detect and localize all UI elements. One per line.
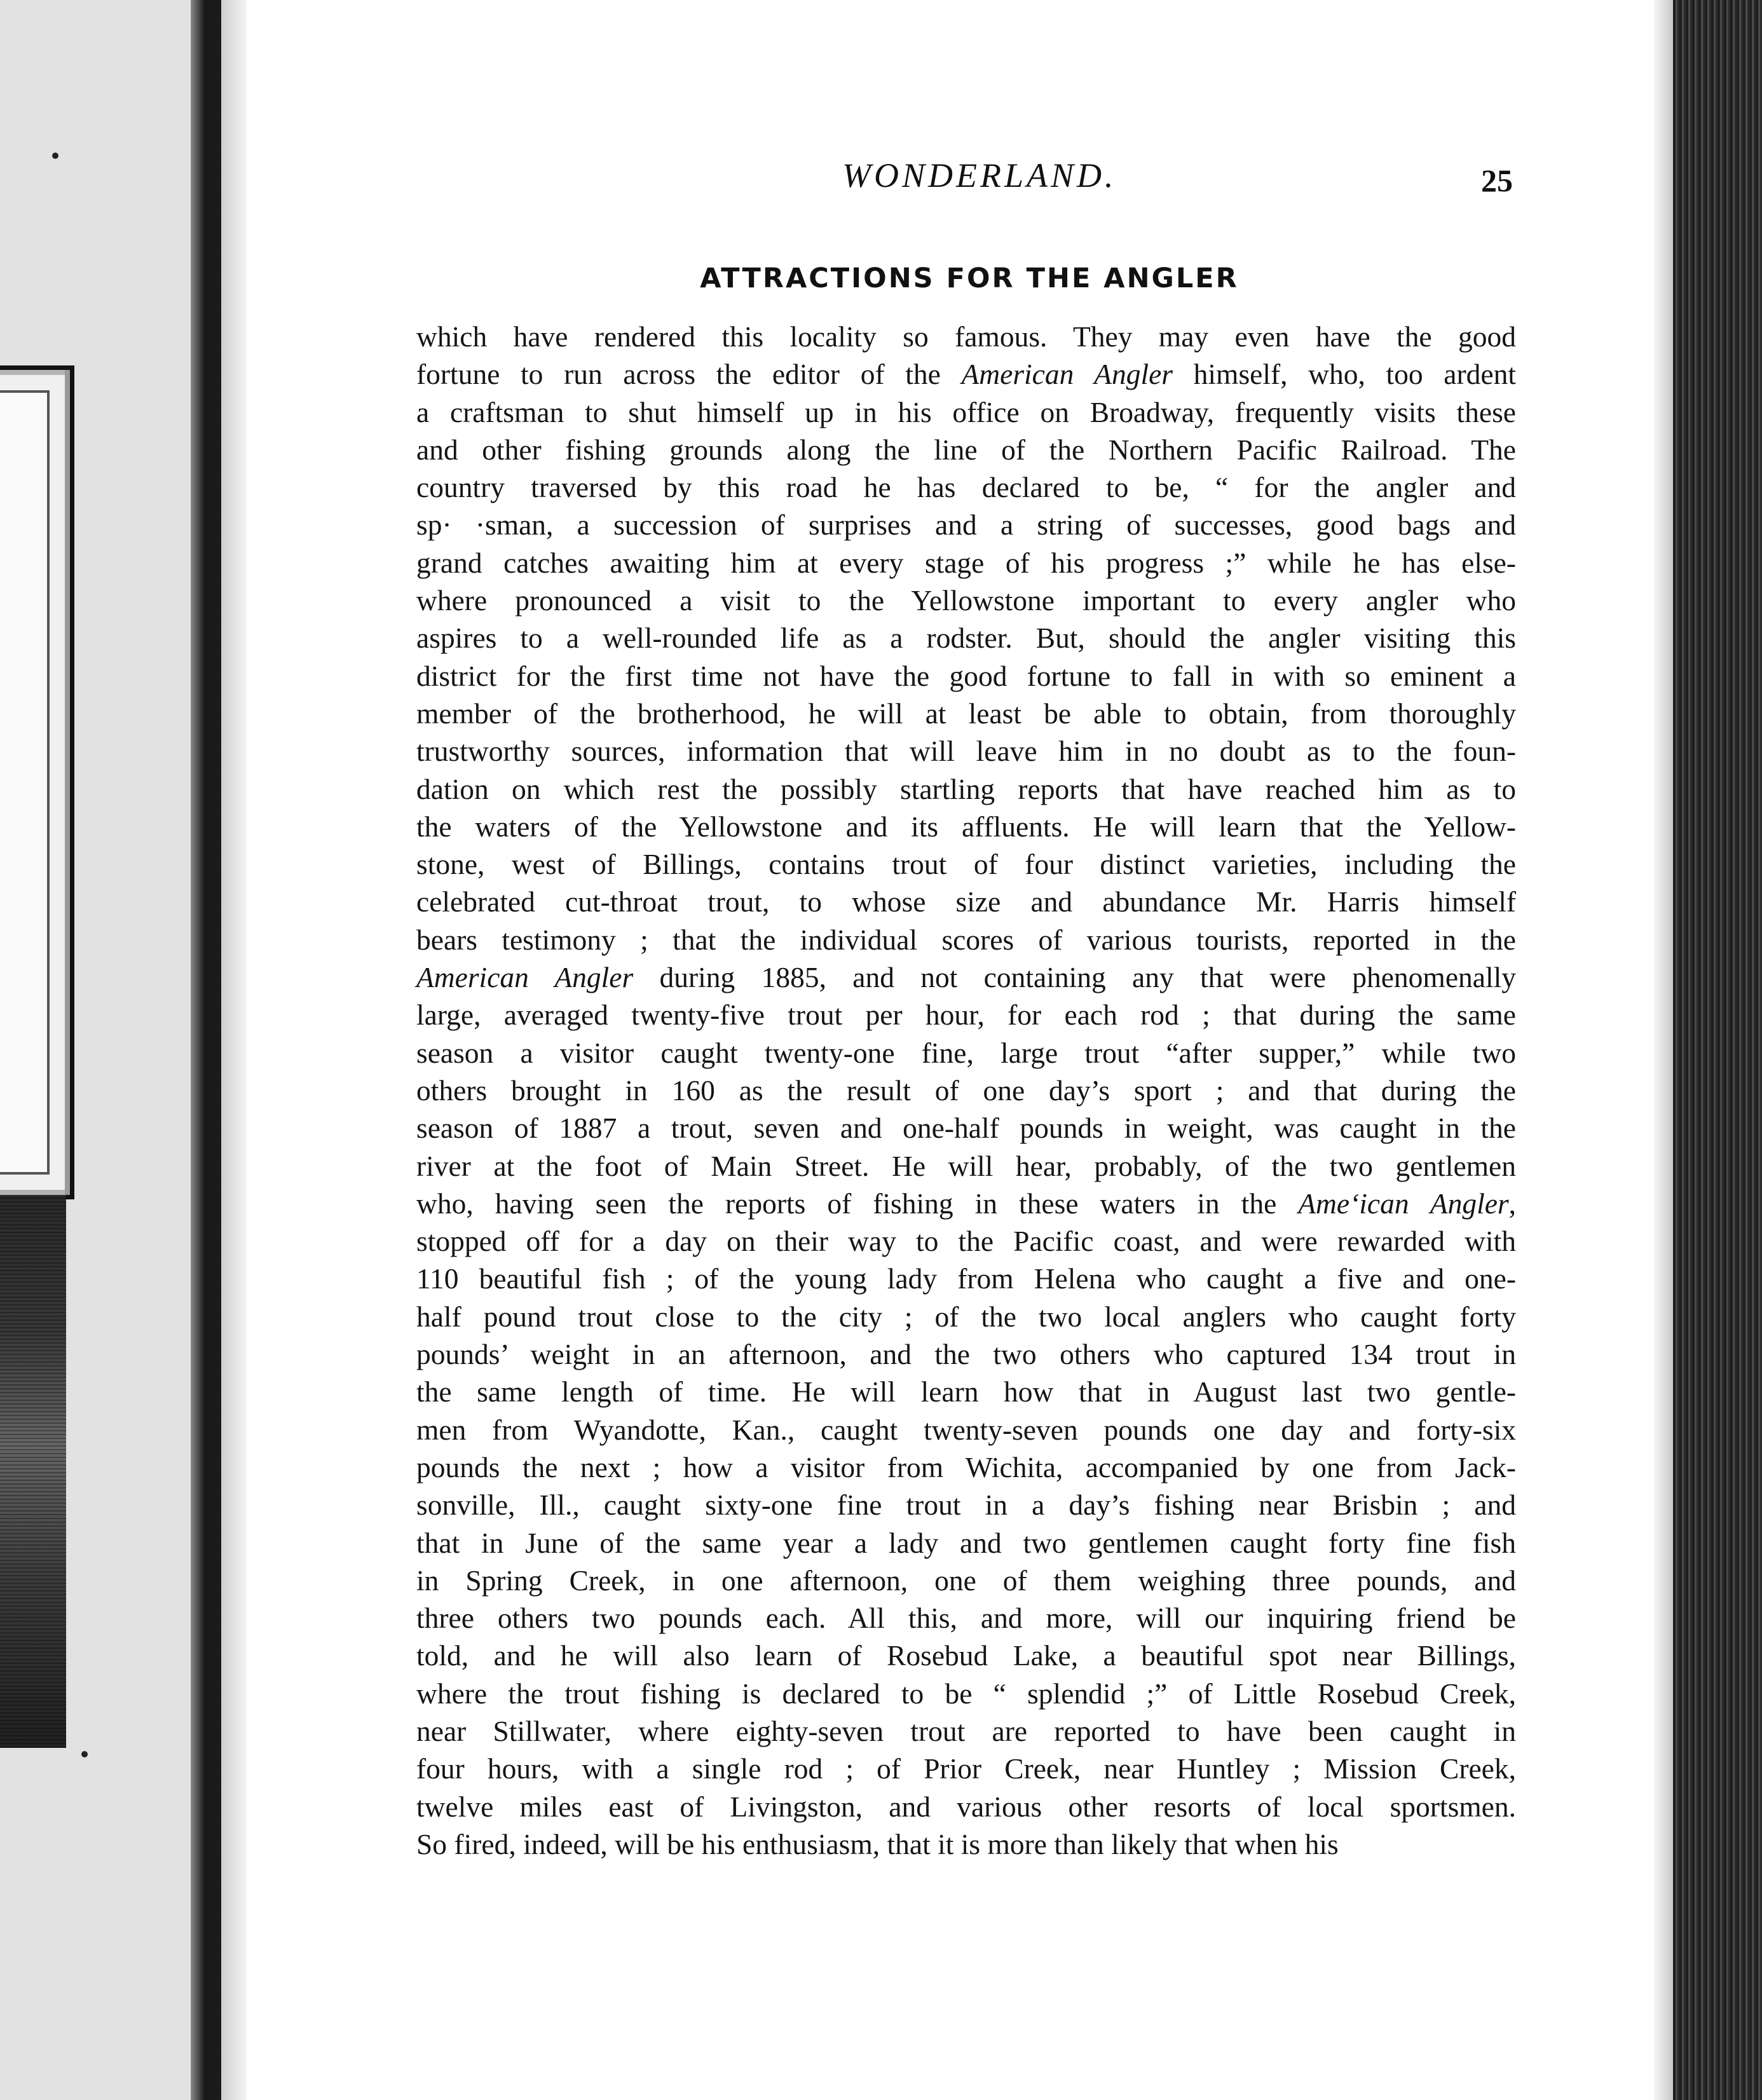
- illustration-frame-inner: [0, 390, 50, 1175]
- text-line: [416, 1222, 1516, 1260]
- text-line: [416, 1185, 1516, 1222]
- text-run: near Stillwater, where eighty-seven trout are reported to have been caught in: [416, 1714, 1516, 1747]
- text-line: [416, 657, 1516, 695]
- text-run: 110 beautiful fish ; of the young lady from Helena who caught a five and one-: [416, 1262, 1516, 1295]
- text-run: that in June of the same year a lady and two gentlemen caught forty fine fish: [416, 1526, 1516, 1559]
- text-run: large, averaged twenty-five trout per hour, for each rod ; that during the same: [416, 999, 1516, 1032]
- text-line: [416, 544, 1516, 582]
- text-line: [416, 996, 1516, 1033]
- text-line: [416, 1034, 1516, 1072]
- text-line: [416, 506, 1516, 543]
- book-gutter: [191, 0, 221, 2100]
- text-line: [416, 1449, 1516, 1486]
- text-line: [416, 1599, 1516, 1637]
- text-run: others brought in 160 as the result of one day’s sport ; and that during the: [416, 1074, 1516, 1107]
- text-line: [416, 958, 1516, 996]
- speck: [52, 153, 58, 159]
- text-line: [416, 318, 1516, 355]
- italic-title: American Angler: [416, 961, 634, 994]
- text-line: [416, 431, 1516, 468]
- text-line: [416, 770, 1516, 808]
- facing-page-fragment: [0, 0, 191, 2100]
- text-run: half pound trout close to the city ; of the two local anglers who caught forty: [416, 1300, 1516, 1333]
- text-run: four hours, with a single rod ; of Prior Creek, near Huntley ; Mission Creek,: [416, 1752, 1516, 1785]
- text-run: stone, west of Billings, contains trout of four distinct varieties, including the: [416, 848, 1516, 881]
- text-line: [416, 355, 1516, 393]
- text-run: So fired, indeed, will be his enthusiasm, that it is more than likely that when his: [416, 1827, 1339, 1860]
- text-line: [416, 1335, 1516, 1373]
- text-line: [416, 1298, 1516, 1335]
- text-line: [416, 732, 1516, 770]
- text-line: [416, 1072, 1516, 1109]
- speck: [81, 1751, 88, 1757]
- text-line: [416, 845, 1516, 883]
- text-run: member of the brotherhood, he will at least be able to obtain, from thoroughly: [416, 697, 1516, 730]
- text-line: [416, 1750, 1516, 1787]
- text-line: [416, 1675, 1516, 1712]
- text-line: [416, 1562, 1516, 1599]
- text-line: [416, 1788, 1516, 1825]
- text-line: [416, 1109, 1516, 1147]
- text-run: stopped off for a day on their way to the Pacific coast, and were rewarded with: [416, 1225, 1516, 1258]
- text-run: a craftsman to shut himself up in his office on Broadway, frequently visits these: [416, 395, 1516, 428]
- text-run: where pronounced a visit to the Yellowstone important to every angler who: [416, 584, 1516, 617]
- text-run: sp· ·sman, a succession of surprises and a string of successes, good bags and: [416, 508, 1516, 542]
- text-run: season a visitor caught twenty-one fine, large trout “after supper,” while two: [416, 1036, 1516, 1069]
- facing-page-engraving: [0, 1195, 66, 1748]
- text-run: himself, who, too ardent: [1173, 358, 1516, 391]
- text-line: [416, 1373, 1516, 1410]
- text-run: the waters of the Yellowstone and its affluents. He will learn that the Yellow-: [416, 810, 1516, 843]
- text-run: celebrated cut-throat trout, to whose size and abundance Mr. Harris himself: [416, 885, 1516, 918]
- page-stack-edge: [1673, 0, 1762, 2100]
- text-run: in Spring Creek, in one afternoon, one of them weighing three pounds, and: [416, 1564, 1516, 1597]
- text-run: pounds’ weight in an afternoon, and the two others who captured 134 trout in: [416, 1338, 1516, 1371]
- text-run: told, and he will also learn of Rosebud Lake, a beautiful spot near Billings,: [416, 1639, 1516, 1672]
- text-run: trustworthy sources, information that will leave him in no doubt as to the foun-: [416, 735, 1516, 768]
- italic-title: American Angler: [961, 358, 1173, 391]
- page-number: 25: [1481, 163, 1513, 198]
- text-run: the same length of time. He will learn how that in August last two gentle-: [416, 1375, 1516, 1408]
- text-run: twelve miles east of Livingston, and various other resorts of local sportsmen.: [416, 1790, 1516, 1823]
- text-run: three others two pounds each. All this, and more, will our inquiring friend be: [416, 1602, 1516, 1635]
- text-run: river at the foot of Main Street. He will hear, probably, of the two gentlemen: [416, 1149, 1516, 1182]
- italic-title: Ameʻican Angler: [1298, 1187, 1509, 1220]
- text-line: [416, 619, 1516, 657]
- text-line: [416, 1147, 1516, 1185]
- text-line: [416, 1712, 1516, 1750]
- text-run: which have rendered this locality so famous. They may even have the good: [416, 320, 1516, 353]
- text-run: pounds the next ; how a visitor from Wichita, accompanied by one from Jack-: [416, 1450, 1516, 1483]
- text-line: [416, 1637, 1516, 1674]
- text-line: [416, 582, 1516, 619]
- text-line: [416, 1825, 1516, 1863]
- text-run: who, having seen the reports of fishing in these waters in the: [416, 1187, 1299, 1220]
- text-run: bears testimony ; that the individual scores of various tourists, reported in the: [416, 923, 1516, 956]
- body-paragraph: [416, 318, 1516, 1863]
- text-line: [416, 1486, 1516, 1524]
- running-title: WONDERLAND.: [842, 156, 1117, 194]
- text-run: sonville, Ill., caught sixty-one fine trout in a day’s fishing near Brisbin ; and: [416, 1489, 1516, 1522]
- text-run: fortune to run across the editor of the: [416, 358, 962, 391]
- text-run: ,: [1508, 1187, 1516, 1220]
- text-line: [416, 468, 1516, 506]
- text-run: grand catches awaiting him at every stage of his progress ;” while he has else-: [416, 546, 1516, 579]
- text-line: [416, 921, 1516, 958]
- text-line: [416, 393, 1516, 431]
- text-run: dation on which rest the possibly startling reports that have reached him as to: [416, 772, 1516, 805]
- section-heading: ATTRACTIONS FOR THE ANGLER: [700, 262, 1239, 294]
- text-line: [416, 883, 1516, 920]
- text-run: district for the first time not have the good fortune to fall in with so eminent a: [416, 659, 1516, 692]
- gutter-fade: [221, 0, 247, 2100]
- text-run: and other fishing grounds along the line of the Northern Pacific Railroad. The: [416, 433, 1516, 466]
- text-line: [416, 808, 1516, 845]
- text-run: during 1885, and not containing any that were phenomenally: [633, 961, 1516, 994]
- text-run: season of 1887 a trout, seven and one-half pounds in weight, was caught in the: [416, 1112, 1516, 1145]
- text-run: aspires to a well-rounded life as a rodster. But, should the angler visiting this: [416, 622, 1516, 655]
- page-edge-shadow: [1654, 0, 1673, 2100]
- text-line: [416, 1260, 1516, 1297]
- text-line: [416, 1411, 1516, 1449]
- text-run: country traversed by this road he has declared to be, “ for the angler and: [416, 471, 1516, 504]
- text-run: where the trout fishing is declared to be “ splendid ;” of Little Rosebud Creek,: [416, 1677, 1516, 1710]
- text-line: [416, 695, 1516, 732]
- facing-page-illustration-frame: [0, 365, 74, 1199]
- text-line: [416, 1524, 1516, 1562]
- text-run: men from Wyandotte, Kan., caught twenty-seven pounds one day and forty-six: [416, 1413, 1516, 1446]
